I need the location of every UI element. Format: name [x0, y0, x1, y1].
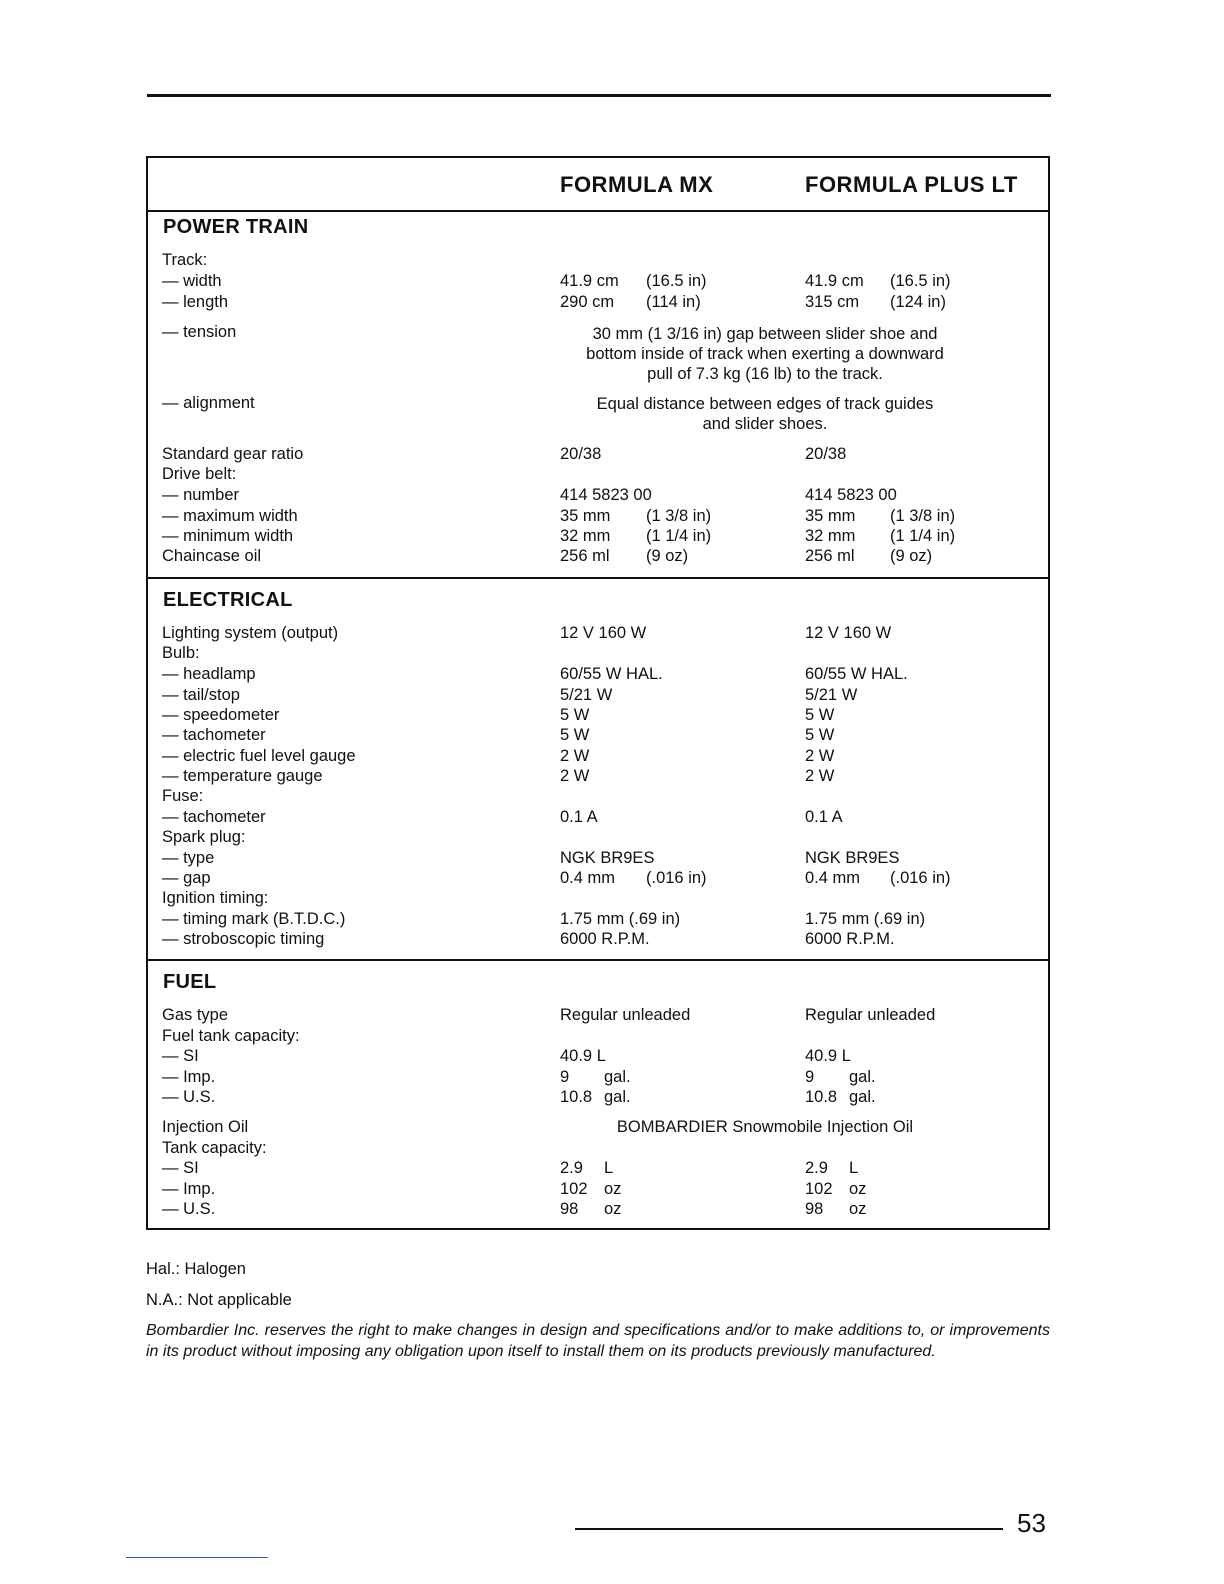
- row-label: — Imp.: [162, 1180, 216, 1198]
- value-lt: 0.4 mm: [805, 869, 861, 887]
- value-mx: 0.4 mm: [560, 869, 616, 887]
- table-row: [148, 250, 1048, 270]
- value-mx: 290 cm: [560, 293, 615, 311]
- value-lt: 2 W: [805, 767, 835, 785]
- row-label: Tank capacity:: [162, 1139, 267, 1157]
- value-mx: 5 W: [560, 706, 590, 724]
- value-lt: 5/21 W: [805, 686, 858, 704]
- value-lt-unit: (.016 in): [890, 869, 951, 887]
- section-title-fuel: FUEL: [163, 971, 217, 993]
- value-mx: NGK BR9ES: [560, 849, 655, 867]
- value-mx: 102: [560, 1180, 588, 1198]
- value-mx: 98: [560, 1200, 579, 1218]
- table-row: [148, 1087, 1048, 1107]
- page-number: 53: [1017, 1508, 1046, 1538]
- value-mx-unit: gal.: [604, 1068, 631, 1086]
- value-lt: 102: [805, 1180, 833, 1198]
- table-row: [148, 506, 1048, 526]
- value-mx: 2.9: [560, 1159, 583, 1177]
- column-header-formula-plus-lt: FORMULA PLUS LT: [805, 172, 1018, 197]
- table-row: [148, 464, 1048, 484]
- row-label: Chaincase oil: [162, 547, 262, 565]
- table-row: [148, 1067, 1048, 1087]
- value-lt: 41.9 cm: [805, 272, 864, 290]
- table-row: [148, 271, 1048, 291]
- row-label: Drive belt:: [162, 465, 237, 483]
- note-halogen: Hal.: Halogen: [146, 1260, 246, 1278]
- row-label: — U.S.: [162, 1200, 216, 1218]
- row-label: Fuse:: [162, 787, 204, 805]
- corner-mark: [126, 1557, 268, 1558]
- row-label: Standard gear ratio: [162, 445, 304, 463]
- value-lt-unit: (9 oz): [890, 547, 933, 565]
- row-label: — gap: [162, 869, 211, 887]
- row-label: — tachometer: [162, 726, 266, 744]
- value-lt-unit: (16.5 in): [890, 272, 951, 290]
- value-lt: 9: [805, 1068, 815, 1086]
- bottom-rule: [575, 1528, 1003, 1530]
- section-title-power-train: POWER TRAIN: [163, 216, 309, 238]
- value-lt: Regular unleaded: [805, 1006, 936, 1024]
- row-label: — alignment: [162, 394, 255, 412]
- value-mx-unit: L: [604, 1159, 614, 1177]
- value-mx: 60/55 W HAL.: [560, 665, 663, 683]
- value-mx: Regular unleaded: [560, 1006, 691, 1024]
- table-row: [148, 746, 1048, 766]
- value-mx-unit: gal.: [604, 1088, 631, 1106]
- row-label: — tension: [162, 323, 237, 341]
- section-divider: [148, 959, 1048, 961]
- tension-line: bottom inside of track when exerting a downward: [586, 345, 944, 363]
- row-label: — number: [162, 486, 240, 504]
- value-lt: 12 V 160 W: [805, 624, 892, 642]
- value-lt-unit: oz: [849, 1180, 867, 1198]
- value-lt: 5 W: [805, 726, 835, 744]
- value-lt-unit: gal.: [849, 1088, 876, 1106]
- value-mx: 12 V 160 W: [560, 624, 647, 642]
- table-row: [148, 546, 1048, 566]
- value-lt: 20/38: [805, 445, 847, 463]
- table-row: [148, 827, 1048, 847]
- table-row: [148, 766, 1048, 786]
- table-row: [148, 526, 1048, 546]
- table-row: [148, 1179, 1048, 1199]
- table-row: [148, 1005, 1048, 1025]
- value-mx: 2 W: [560, 747, 590, 765]
- value-lt-unit: oz: [849, 1200, 867, 1218]
- table-row: [148, 929, 1048, 949]
- row-label: Ignition timing:: [162, 889, 269, 907]
- table-row: [148, 909, 1048, 929]
- value-mx: 35 mm: [560, 507, 611, 525]
- row-label: Lighting system (output): [162, 624, 339, 642]
- row-label: — electric fuel level gauge: [162, 747, 356, 765]
- table-row: [148, 1138, 1048, 1158]
- row-label: Gas type: [162, 1006, 229, 1024]
- value-mx: 256 ml: [560, 547, 610, 565]
- table-row: [148, 685, 1048, 705]
- table-row: [148, 868, 1048, 888]
- value-lt: 2 W: [805, 747, 835, 765]
- alignment-line: and slider shoes.: [702, 415, 828, 433]
- value-mx-unit: (1 3/8 in): [646, 507, 712, 525]
- table-row: [148, 1046, 1048, 1066]
- table-row: [148, 705, 1048, 725]
- value-mx: 414 5823 00: [560, 486, 652, 504]
- row-label: — tachometer: [162, 808, 266, 826]
- row-label: Fuel tank capacity:: [162, 1027, 300, 1045]
- table-row: [148, 1199, 1048, 1219]
- value-mx: 5/21 W: [560, 686, 613, 704]
- row-label: — headlamp: [162, 665, 256, 683]
- table-row: [148, 643, 1048, 663]
- value-mx: 32 mm: [560, 527, 611, 545]
- column-header-formula-mx: FORMULA MX: [560, 172, 714, 197]
- spec-table: [146, 156, 1050, 1230]
- value-lt: 1.75 mm (.69 in): [805, 910, 926, 928]
- value-mx-unit: (16.5 in): [646, 272, 707, 290]
- value-lt: 98: [805, 1200, 824, 1218]
- table-row: [148, 848, 1048, 868]
- value-lt: 5 W: [805, 706, 835, 724]
- value-mx-unit: (9 oz): [646, 547, 689, 565]
- value-lt: 315 cm: [805, 293, 860, 311]
- table-row: [148, 292, 1048, 312]
- row-label: Track:: [162, 251, 208, 269]
- value-mx-unit: (1 1/4 in): [646, 527, 712, 545]
- value-lt-unit: (124 in): [890, 293, 946, 311]
- value-mx: 0.1 A: [560, 808, 598, 826]
- table-header: [148, 158, 1048, 212]
- row-label: — U.S.: [162, 1088, 216, 1106]
- value-lt-unit: L: [849, 1159, 859, 1177]
- value-lt: 40.9 L: [805, 1047, 851, 1065]
- value-lt-unit: (1 1/4 in): [890, 527, 956, 545]
- tension-line: 30 mm (1 3/16 in) gap between slider shoe and: [592, 325, 938, 343]
- value-mx-unit: (.016 in): [646, 869, 707, 887]
- top-rule: [147, 94, 1051, 97]
- note-not-applicable: N.A.: Not applicable: [146, 1291, 292, 1309]
- table-row: [148, 1026, 1048, 1046]
- row-label: — length: [162, 293, 229, 311]
- value-lt: NGK BR9ES: [805, 849, 900, 867]
- disclaimer: Bombardier Inc. reserves the right to make changes in design and specifications and/or to make additions to, or improvements in its product without imposing any obligation upon itself to install them on its products previously manufactured.: [146, 1322, 1050, 1360]
- row-label: — minimum width: [162, 527, 294, 545]
- table-row: [148, 725, 1048, 745]
- value-mx: 5 W: [560, 726, 590, 744]
- row-label: — maximum width: [162, 507, 298, 525]
- section-title-electrical: ELECTRICAL: [163, 589, 293, 611]
- table-row: [148, 786, 1048, 806]
- value-mx: 9: [560, 1068, 570, 1086]
- value-mx: 20/38: [560, 445, 602, 463]
- row-label: — speedometer: [162, 706, 280, 724]
- value-lt: 2.9: [805, 1159, 828, 1177]
- value-lt: 6000 R.P.M.: [805, 930, 895, 948]
- table-row: [148, 623, 1048, 643]
- row-label: — SI: [162, 1159, 199, 1177]
- alignment-line: Equal distance between edges of track guides: [596, 395, 934, 413]
- row-label: Spark plug:: [162, 828, 246, 846]
- value-lt: 60/55 W HAL.: [805, 665, 908, 683]
- table-row: [148, 664, 1048, 684]
- table-row: [148, 1158, 1048, 1178]
- tension-spec: [550, 324, 980, 384]
- row-label: — SI: [162, 1047, 199, 1065]
- row-label: Bulb:: [162, 644, 200, 662]
- value-lt: 256 ml: [805, 547, 855, 565]
- row-label: — Imp.: [162, 1068, 216, 1086]
- value-lt: 35 mm: [805, 507, 856, 525]
- value-mx: 40.9 L: [560, 1047, 606, 1065]
- value-mx: 6000 R.P.M.: [560, 930, 650, 948]
- alignment-spec: [550, 394, 980, 434]
- table-row: [148, 485, 1048, 505]
- value-lt-unit: (1 3/8 in): [890, 507, 956, 525]
- row-label: — stroboscopic timing: [162, 930, 325, 948]
- row-label: — width: [162, 272, 222, 290]
- row-label: Injection Oil: [162, 1118, 249, 1136]
- value-lt: 32 mm: [805, 527, 856, 545]
- value-mx-unit: (114 in): [646, 293, 701, 311]
- value-mx: 41.9 cm: [560, 272, 619, 290]
- value-lt: 0.1 A: [805, 808, 843, 826]
- value-mx: 1.75 mm (.69 in): [560, 910, 681, 928]
- row-label: — tail/stop: [162, 686, 240, 704]
- value-mx: 2 W: [560, 767, 590, 785]
- value-lt: 10.8: [805, 1088, 838, 1106]
- row-label: — temperature gauge: [162, 767, 323, 785]
- section-divider: [148, 577, 1048, 579]
- injection-oil-spec: BOMBARDIER Snowmobile Injection Oil: [616, 1118, 914, 1136]
- value-mx-unit: oz: [604, 1200, 622, 1218]
- tension-line: pull of 7.3 kg (16 lb) to the track.: [647, 365, 883, 383]
- value-lt-unit: gal.: [849, 1068, 876, 1086]
- row-label: — type: [162, 849, 215, 867]
- value-mx: 10.8: [560, 1088, 593, 1106]
- row-label: — timing mark (B.T.D.C.): [162, 910, 346, 928]
- table-row: [148, 888, 1048, 908]
- value-mx-unit: oz: [604, 1180, 622, 1198]
- table-row: [148, 444, 1048, 464]
- value-lt: 414 5823 00: [805, 486, 897, 504]
- table-row: [148, 807, 1048, 827]
